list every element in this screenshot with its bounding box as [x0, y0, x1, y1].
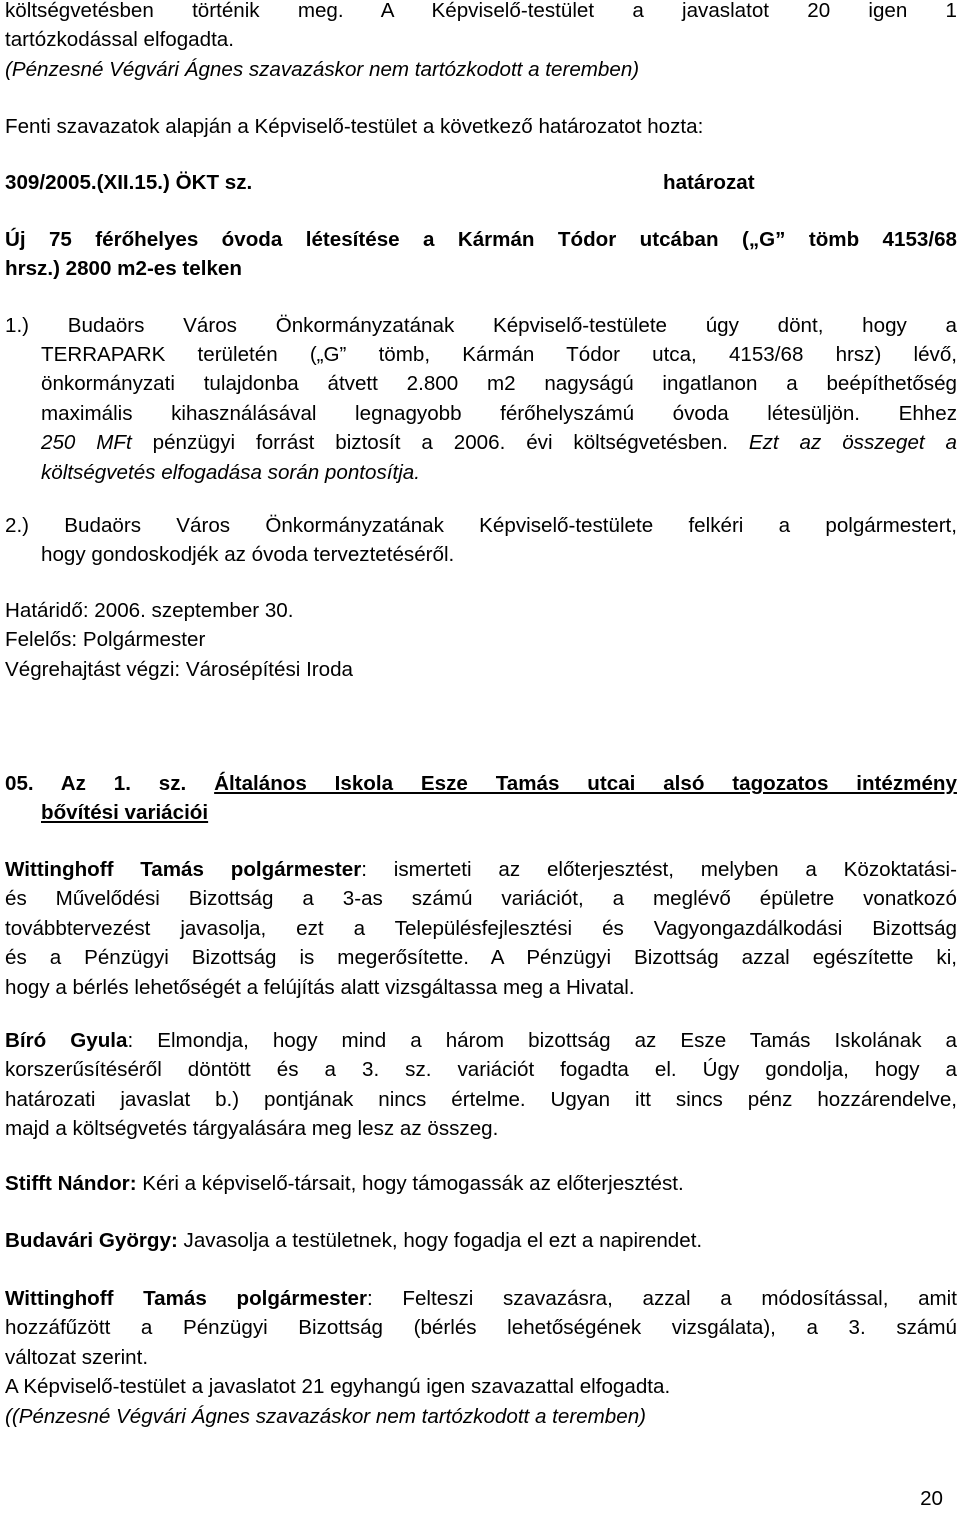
point1-line-3: önkormányzati tulajdonba átvett 2.800 m2 nagyságú ingatlanon a beépíthetőség — [41, 372, 957, 396]
speech-2-line-1 — [5, 1026, 957, 1055]
page-number: 20 — [920, 1487, 943, 1510]
resolution-number: 309/2005.(XII.15.) ÖKT sz. — [5, 171, 253, 194]
speaker-name: Wittinghoff Tamás polgármester — [5, 1287, 367, 1310]
agenda-title-line-1: Általános Iskola Esze Tamás utcai alsó tagozatos intézmény — [214, 772, 957, 795]
deadline-text: Határidő: 2006. szeptember 30. — [5, 599, 294, 622]
point1-amount: 250 MFt — [41, 431, 132, 455]
intro-note: (Pénzesné Végvári Ágnes szavazáskor nem tartózkodott a teremben) — [5, 57, 640, 81]
basis-text: Fenti szavazatok alapján a Képviselő-testület a következő határozatot hozta: — [5, 115, 704, 138]
agenda-number: 05. Az 1. sz. — [5, 772, 187, 795]
resolution-title-line-1: Új 75 férőhelyes óvoda létesítése a Kármán Tódor utcában („G” tömb 4153/68 — [5, 228, 957, 251]
speech-5-line-2: hozzáfűzött a Pénzügyi Bizottság (bérlés lehetőségének vizsgálata), a 3. számú — [5, 1316, 957, 1340]
vote-note: ((Pénzesné Végvári Ágnes szavazáskor nem tartózkodott a teremben) — [5, 1404, 647, 1428]
point1-line-5-rest: pénzügyi forrást biztosít a 2006. évi költségvetésben. — [131, 431, 749, 455]
speech-wittinghoff-2 — [5, 1284, 957, 1431]
speech-stifft — [5, 1169, 957, 1198]
resolution-header — [5, 168, 935, 197]
intro-paragraph — [5, 0, 957, 84]
speaker-name: Wittinghoff Tamás polgármester — [5, 858, 362, 881]
point1-line-5-italic: Ezt az összeget a — [748, 431, 957, 455]
responsible-text: Felelős: Polgármester — [5, 628, 206, 652]
agenda-heading-line-1 — [5, 769, 957, 798]
speech-2-line-2: korszerűsítéséről döntött és a 3. sz. variációt fogadta el. Úgy gondolja, hogy a — [5, 1058, 957, 1082]
agenda-heading-line-2 — [5, 798, 957, 827]
agenda-title-line-2: bővítési variációi — [41, 801, 209, 825]
speech-1-text-1: ismerteti az előterjesztést, melyben a Közoktatási- — [366, 858, 957, 881]
speech-3-text: Kéri a képviselő-társait, hogy támogassák az előterjesztést. — [136, 1172, 684, 1195]
intro-line-1: költségvetésben történik meg. A Képviselő-testület a javaslatot 20 igen 1 — [5, 0, 957, 22]
speech-4-text: Javasolja a testületnek, hogy fogadja el ezt a napirendet. — [177, 1229, 703, 1252]
point2-line-2: hogy gondoskodjék az óvoda terveztetéséről. — [41, 543, 455, 566]
agenda-heading — [5, 769, 957, 828]
resolution-title-line-2: hrsz.) 2800 m2-es telken — [5, 257, 242, 281]
speech-2-text-1: Elmondja, hogy mind a három bizottság az Esze Tamás Iskolának a — [133, 1029, 957, 1052]
resolution-title — [5, 225, 957, 284]
speech-1-line-4: és a Pénzügyi Bizottság is megerősítette. A Pénzügyi Bizottság azzal egészítette ki, — [5, 946, 957, 970]
resolution-keyword: határozat — [663, 171, 755, 194]
point1-body — [41, 340, 957, 487]
speech-5-line-3: változat szerint. — [5, 1345, 149, 1369]
speech-budavari — [5, 1226, 957, 1255]
speaker-separator: : — [366, 1287, 373, 1310]
speech-wittinghoff-1 — [5, 855, 957, 1002]
point1-line-5 — [41, 428, 957, 457]
speaker-name: Stifft Nándor: — [5, 1172, 137, 1195]
speech-1-line-2: és Művelődési Bizottság a 3-as számú variációt, a meglévő épületre vonatkozó — [5, 887, 957, 911]
speaker-separator: : — [361, 858, 367, 881]
speaker-name: Budavári György: — [5, 1229, 178, 1252]
speaker-separator: : — [127, 1029, 134, 1052]
speech-5-line-1 — [5, 1284, 957, 1313]
point1-line-2: TERRAPARK területén („G” tömb, Kármán Tódor utca, 4153/68 hrsz) lévő, — [41, 343, 957, 366]
point1-line-1: 1.) Budaörs Város Önkormányzatának Képviselő-testülete úgy dönt, hogy a — [5, 314, 957, 337]
speech-2-line-3: határozati javaslat b.) pontjának nincs értelme. Ugyan itt sincs pénz hozzárendelve, — [5, 1087, 957, 1111]
speech-2-line-4: majd a költségvetés tárgyalására meg lesz az összeg. — [5, 1117, 499, 1141]
speech-1-line-1 — [5, 855, 957, 884]
vote-result: A Képviselő-testület a javaslatot 21 egyhangú igen szavazattal elfogadta. — [5, 1375, 671, 1399]
executor-text: Végrehajtást végzi: Városépítési Iroda — [5, 657, 354, 681]
speech-1-line-3: továbbtervezést javasolja, ezt a Településfejlesztési és Vagyongazdálkodási Bizottság — [5, 916, 957, 940]
speech-5-text-1: Felteszi szavazásra, azzal a módosítással, amit — [372, 1287, 957, 1310]
point1-line-4: maximális kihasználásával legnagyobb férőhelyszámú óvoda létesüljön. Ehhez — [41, 401, 957, 425]
point1-line-6: költségvetés elfogadása során pontosítja. — [41, 460, 420, 484]
speech-biro — [5, 1026, 957, 1144]
resolution-footer — [5, 596, 957, 684]
speaker-name: Bíró Gyula — [5, 1029, 128, 1052]
intro-line-2: tartózkodással elfogadta. — [5, 28, 234, 52]
speech-1-line-5: hogy a bérlés lehetőségét a felújítás alatt vizsgáltassa meg a Hivatal. — [5, 975, 635, 999]
point2-line-1: 2.) Budaörs Város Önkormányzatának Képviselő-testülete felkéri a polgármestert, — [5, 514, 957, 537]
